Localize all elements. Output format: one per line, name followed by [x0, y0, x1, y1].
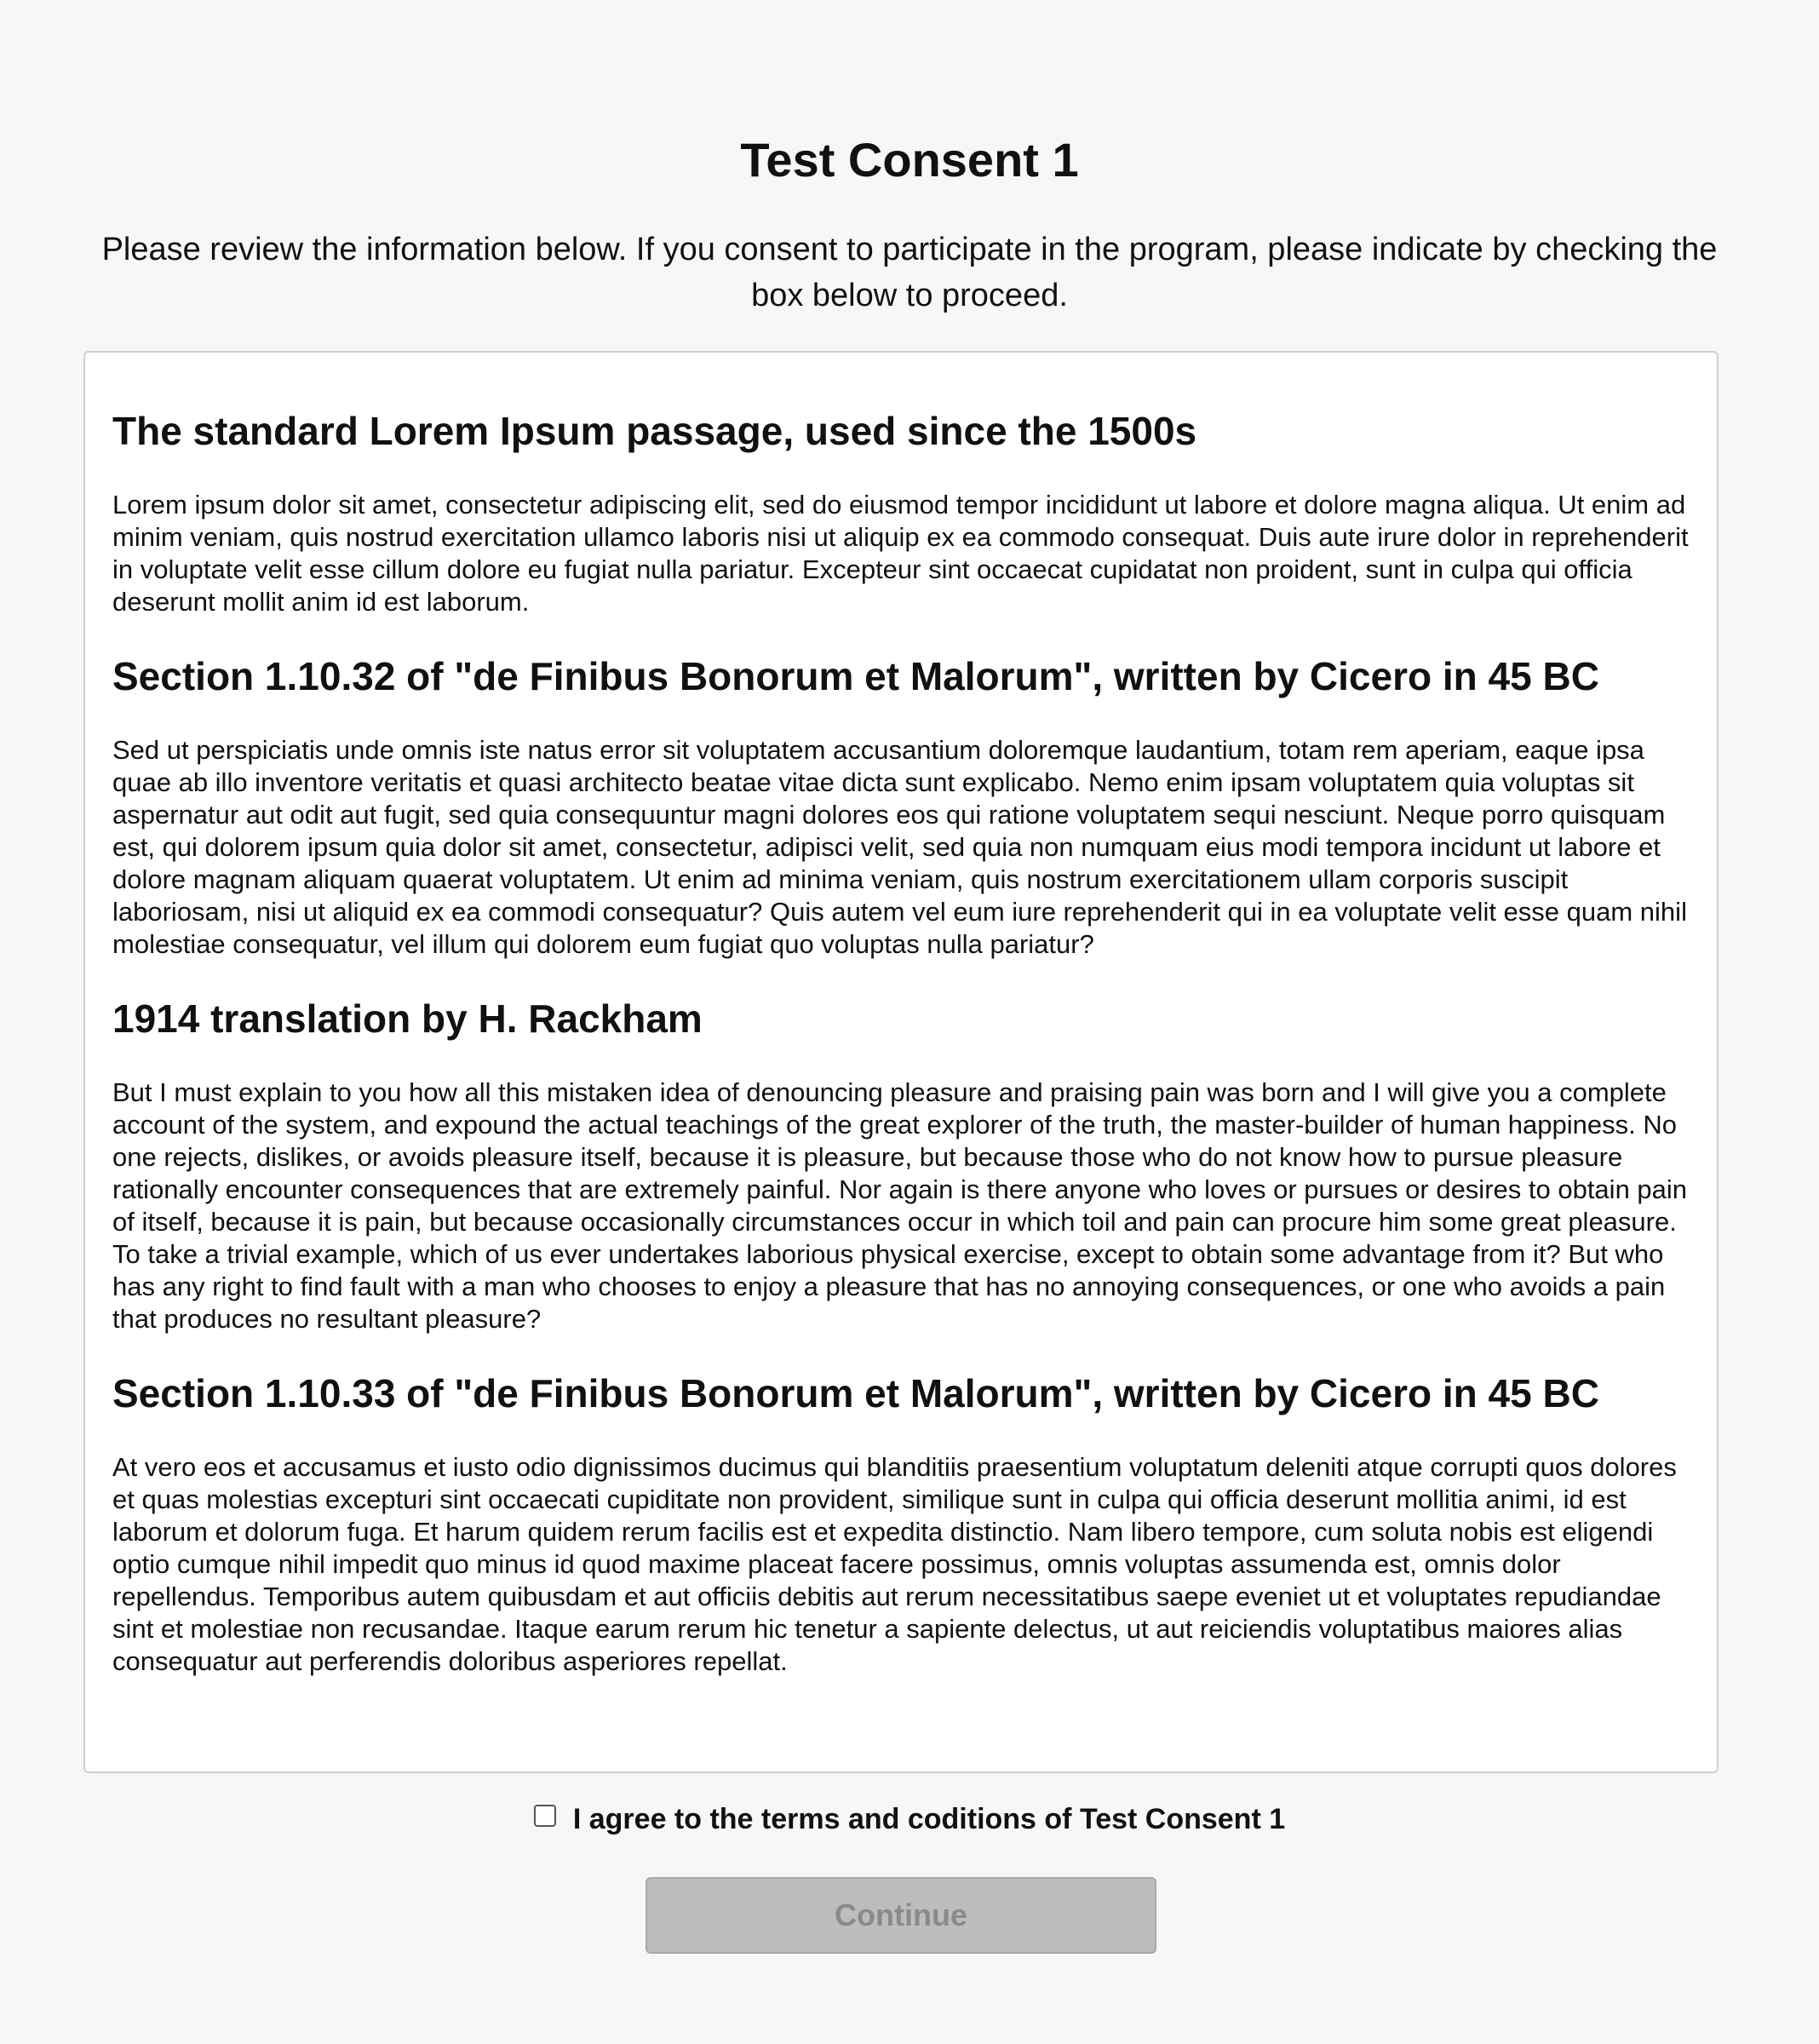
- section-body: Lorem ipsum dolor sit amet, consectetur adipiscing elit, sed do eiusmod tempor incididunt ut labore et dolore magna aliqua. Ut enim ad minim veniam, quis nostrud exercitation ullamco laboris nisi ut aliquip ex ea commodo consequat. Duis aute irure dolor in reprehenderit in voluptate velit esse cillum dolore eu fugiat nulla pariatur. Excepteur sint occaecat cupidatat non proident, sunt in culpa qui officia deserunt mollit anim id est laborum.: [112, 490, 1689, 617]
- section-body: Sed ut perspiciatis unde omnis iste natus error sit voluptatem accusantium doloremque laudantium, totam rem aperiam, eaque ipsa quae ab illo inventore veritatis et quasi architecto beatae vitae dicta sunt explicabo. Nemo enim ipsam voluptatem quia voluptas sit aspernatur aut odit aut fugit, sed quia consequuntur magni dolores eos qui ratione voluptatem sequi nesciunt. Neque porro quisquam est, qui dolorem ipsum quia dolor sit amet, consectetur, adipisci velit, sed quia non numquam eius modi tempora incidunt ut labore et dolore magnam aliquam quaerat voluptatem. Ut enim ad minima veniam, quis nostrum exercitationem ullam corporis suscipit laboriosam, nisi ut aliquid ex ea commodi consequatur? Quis autem vel eum iure reprehenderit qui in ea voluptate velit esse quam nihil molestiae consequatur, vel illum qui dolorem eum fugiat quo voluptas nulla pariatur?: [112, 735, 1687, 959]
- section-heading: Section 1.10.33 of "de Finibus Bonorum et Malorum", written by Cicero in 45 BC: [112, 1371, 1599, 1415]
- section-body: At vero eos et accusamus et iusto odio dignissimos ducimus qui blanditiis praesentium voluptatum deleniti atque corrupti quos dolores et quas molestias excepturi sint occaecati cupiditate non provident, similique sunt in culpa qui officia deserunt mollitia animi, id est laborum et dolorum fuga. Et harum quidem rerum facilis est et expedita distinctio. Nam libero tempore, cum soluta nobis est eligendi optio cumque nihil impedit quo minus id quod maxime placeat facere possimus, omnis voluptas assumenda est, omnis dolor repellendus. Temporibus autem quibusdam et aut officiis debitis aut rerum necessitatibus saepe eveniet ut et voluptates repudiandae sint et molestiae non recusandae. Itaque earum rerum hic tenetur a sapiente delectus, ut aut reiciendis voluptatibus maiores alias consequatur aut perferendis doloribus asperiores repellat.: [112, 1452, 1677, 1676]
- consent-document[interactable]: [83, 351, 1719, 1773]
- agree-checkbox[interactable]: [534, 1805, 556, 1827]
- section-heading: Section 1.10.32 of "de Finibus Bonorum et Malorum", written by Cicero in 45 BC: [112, 654, 1599, 698]
- section-body: But I must explain to you how all this mistaken idea of denouncing pleasure and praising pain was born and I will give you a complete account of the system, and expound the actual teachings of the great explorer of the truth, the master-builder of human happiness. No one rejects, dislikes, or avoids pleasure itself, because it is pleasure, but because those who do not know how to pursue pleasure rationally encounter consequences that are extremely painful. Nor again is there anyone who loves or pursues or desires to obtain pain of itself, because it is pain, but because occasionally circumstances occur in which toil and pain can procure him some great pleasure. To take a trivial example, which of us ever undertakes laborious physical exercise, except to obtain some advantage from it? But who has any right to find fault with a man who chooses to enjoy a pleasure that has no annoying consequences, or one who avoids a pain that produces no resultant pleasure?: [112, 1077, 1688, 1334]
- agree-row[interactable]: [0, 1797, 1819, 1840]
- continue-button[interactable]: Continue: [646, 1877, 1156, 1954]
- section-heading: The standard Lorem Ipsum passage, used since the 1500s: [112, 409, 1197, 453]
- section-heading: 1914 translation by H. Rackham: [112, 996, 703, 1041]
- intro-text: Please review the information below. If you consent to participate in the program, please indicate by checking the box below to proceed.: [101, 232, 1718, 313]
- page-title: Test Consent 1: [740, 133, 1079, 187]
- agree-label[interactable]: I agree to the terms and coditions of Test Consent 1: [572, 1803, 1286, 1836]
